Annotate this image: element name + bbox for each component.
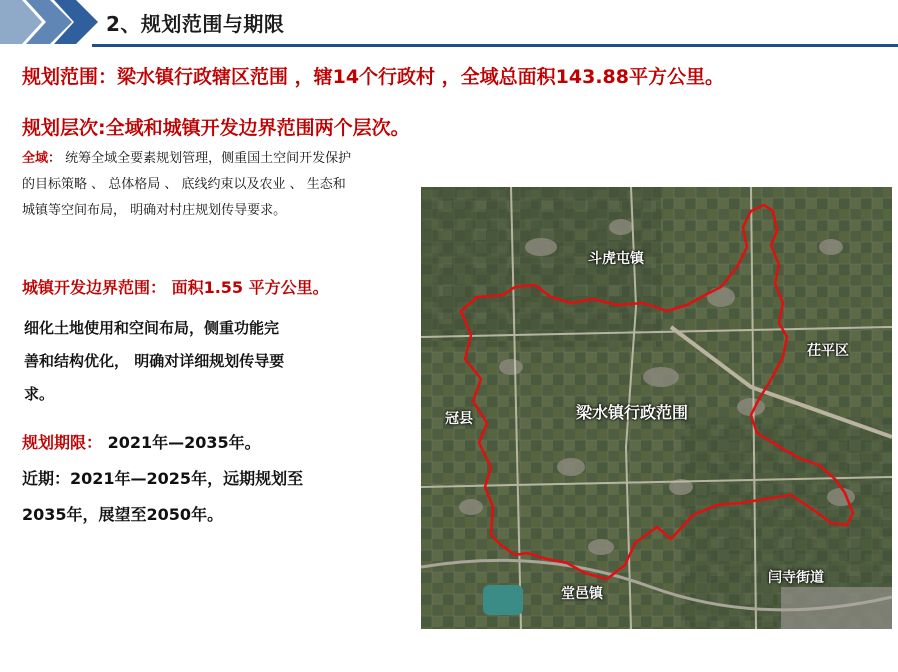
whole-area-line-1: 全域： 统筹全域全要素规划管理，侧重国土空间开发保护: [22, 151, 352, 166]
planning-levels-heading: 规划层次:全域和城镇开发边界范围两个层次。: [22, 117, 410, 139]
satellite-map: [421, 187, 892, 629]
urban-boundary-heading: 城镇开发边界范围： 面积1.55 平方公里。: [22, 278, 329, 297]
map-label-douhutun: 斗虎屯镇: [588, 251, 644, 267]
map-label-guanxian: 冠县: [445, 411, 473, 427]
planning-period: [22, 425, 303, 533]
map-label-tangyi: 堂邑镇: [561, 586, 603, 602]
planning-period-label: 规划期限：: [22, 433, 108, 452]
whole-area-line-3: 城镇等空间布局， 明确对村庄规划传导要求。: [22, 203, 287, 218]
map-label-liangshui: 梁水镇行政范围: [576, 403, 689, 422]
urban-boundary-paragraph: [24, 312, 284, 411]
page-title: 2、规划范围与期限: [106, 12, 285, 36]
urban-boundary-line-3: 求。: [24, 385, 55, 403]
header-divider: [92, 44, 898, 47]
planning-period-line-2: 近期：2021年—2025年，远期规划至: [22, 469, 304, 488]
map-label-yansi: 闫寺街道: [768, 570, 824, 586]
whole-area-label: 全域：: [22, 151, 62, 166]
planning-period-line-1: [22, 425, 303, 461]
urban-boundary-line-1: 细化土地使用和空间布局，侧重功能完: [24, 319, 280, 337]
urban-boundary-line-2: 善和结构优化， 明确对详细规划传导要: [24, 352, 285, 370]
whole-area-line-2: 的目标策略 、 总体格局 、 底线约束以及农业 、 生态和: [22, 177, 346, 192]
map-label-chiping: 茌平区: [807, 343, 849, 359]
whole-area-paragraph: [22, 146, 351, 224]
planning-scope-heading: 规划范围：梁水镇行政辖区范围 ，辖14个行政村 ，全域总面积143.88平方公里。: [22, 66, 724, 88]
planning-period-line-3: 2035年，展望至2050年。: [22, 505, 224, 524]
header-chevron-icon: [0, 0, 100, 44]
planning-period-value: 2021年—2035年。: [107, 433, 261, 452]
slide-header: [0, 0, 898, 48]
